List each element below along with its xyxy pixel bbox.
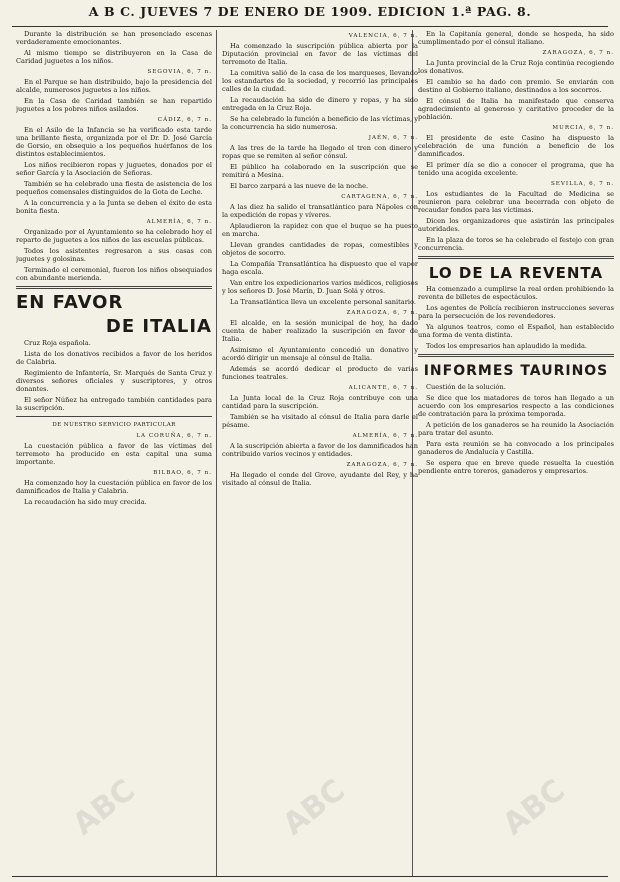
paragraph: También se ha celebrado una fiesta de asistencia de los pequeños comensales distinguidos de la Gota de Leche. bbox=[16, 180, 212, 196]
paragraph: Para esta reunión se ha convocado a los principales ganaderos de Andalucía y Castilla. bbox=[418, 440, 614, 456]
dateline: BILBAO, 6, 7 n. bbox=[153, 470, 212, 476]
paragraph: Organizado por el Ayuntamiento se ha celebrado hoy el reparto de juguetes a los niños de las escuelas públicas. bbox=[16, 228, 212, 244]
paragraph: Dicen los organizadores que asistirán las principales autoridades. bbox=[418, 217, 614, 233]
paragraph: Van entre los expedicionarios varios médicos, religiosos y los señores D. José Marín, D. Juan Solá y otros. bbox=[222, 279, 418, 295]
paragraph: En el Parque se han distribuido, bajo la presidencia del alcalde, numerosos juguetes a los niños. bbox=[16, 78, 212, 94]
paragraph: Ha llegado el conde del Grove, ayudante del Rey, y ha visitado al cónsul de Italia. bbox=[222, 471, 418, 487]
paragraph: En la Capitanía general, donde se hospeda, ha sido cumplimentado por el cónsul italiano. bbox=[418, 30, 614, 46]
dateline: CÁDIZ, 6, 7 n. bbox=[157, 117, 212, 123]
paragraph: El señor Núñez ha entregado también cantidades para la suscripción. bbox=[16, 396, 212, 412]
paragraph: Los niños recibieron ropas y juguetes, donados por el señor García y la Asociación de Señoras. bbox=[16, 161, 212, 177]
paragraph: En el Asilo de la Infancia se ha verificado esta tarde una brillante fiesta, organizada por el Dr. D. José García de Gorsio, en obsequio a los pequeños huérfanos de los distintos establecimientos. bbox=[16, 126, 212, 158]
paragraph: El primer día se dio a conocer el programa, que ha tenido una acogida excelente. bbox=[418, 161, 614, 177]
divider bbox=[16, 416, 212, 417]
headline-taurinos: INFORMES TAURINOS bbox=[423, 363, 609, 379]
paragraph: A la suscripción abierta a favor de los damnificados han contribuido varios vecinos y entidades. bbox=[222, 442, 418, 458]
headline-en-favor: EN FAVOR bbox=[16, 292, 124, 313]
header-rule bbox=[12, 26, 608, 27]
paragraph: Ha comenzado la suscripción pública abierta por la Diputación provincial en favor de las víctimas del terremoto de Italia. bbox=[222, 42, 418, 66]
paragraph: Al mismo tiempo se distribuyeron en la Casa de Caridad juguetes a los niños. bbox=[16, 49, 212, 65]
paragraph: Se ha celebrado la función a beneficio de las víctimas, y la concurrencia ha sido numerosa. bbox=[222, 115, 418, 131]
paragraph: Cuestión de la solución. bbox=[426, 383, 506, 391]
paragraph: Todos los empresarios han aplaudido la medida. bbox=[426, 342, 587, 350]
watermark-logo: ABC bbox=[276, 772, 352, 843]
dateline: ALMERÍA, 6, 7 n. bbox=[352, 433, 418, 439]
paragraph: Los estudiantes de la Facultad de Medicina se reunieron para celebrar una becerrada con objeto de recaudar fondos para las víctimas. bbox=[418, 190, 614, 214]
paragraph: La cuestación pública a favor de las víctimas del terremoto ha producido en esta capital una suma importante. bbox=[16, 442, 212, 466]
paragraph: Además se acordó dedicar el producto de varias funciones teatrales. bbox=[222, 365, 418, 381]
column-1 bbox=[16, 30, 212, 876]
paragraph: Los agentes de Policía recibieron instrucciones severas para la persecución de los revendedores. bbox=[418, 304, 614, 320]
headline-reventa: LO DE LA REVENTA bbox=[428, 264, 604, 282]
paragraph: A las diez ha salido el transatlántico para Nápoles con la expedición de ropas y víveres. bbox=[222, 203, 418, 219]
paragraph: La Transatlántica lleva un excelente personal sanitario. bbox=[230, 298, 416, 306]
dateline: LA CORUÑA, 6, 7 n. bbox=[136, 433, 212, 439]
paragraph: Todos los asistentes regresaron a sus casas con juguetes y golosinas. bbox=[16, 247, 212, 263]
paragraph: En la Casa de Caridad también se han repartido juguetes a los pobres niños asilados. bbox=[16, 97, 212, 113]
paragraph: La recaudación ha sido de dinero y ropas, y ha sido entregada en la Cruz Roja. bbox=[222, 96, 418, 112]
section-divider bbox=[16, 286, 212, 289]
watermark-logo: ABC bbox=[496, 772, 572, 843]
paragraph: Lista de los donativos recibidos a favor de los heridos de Calabria. bbox=[16, 350, 212, 366]
paragraph: El presidente de este Casino ha dispuesto la celebración de una función a beneficio de los damnificados. bbox=[418, 134, 614, 158]
paragraph: A petición de los ganaderos se ha reunido la Asociación para tratar del asunto. bbox=[418, 421, 614, 437]
headline-de-italia: DE ITALIA bbox=[105, 316, 212, 337]
paragraph: Asimismo el Ayuntamiento concedió un donativo y acordó dirigir un mensaje al cónsul de Italia. bbox=[222, 346, 418, 362]
paragraph: La Compañía Transatlántica ha dispuesto que el vapor haga escala. bbox=[222, 260, 418, 276]
paragraph: La Junta provincial de la Cruz Roja continúa recogiendo los donativos. bbox=[418, 59, 614, 75]
dateline: MURCIA, 6, 7 n. bbox=[552, 125, 614, 131]
paragraph: Se espera que en breve quede resuelta la cuestión pendiente entre toreros, ganaderos y empresarios. bbox=[418, 459, 614, 475]
paragraph: El barco zarpará a las nueve de la noche. bbox=[230, 182, 369, 190]
section-divider bbox=[418, 354, 614, 357]
page-header: A B C. JUEVES 7 DE ENERO DE 1909. EDICION 1.ª PAG. 8. bbox=[88, 4, 532, 19]
paragraph: Regimiento de Infantería, Sr. Marqués de Santa Cruz y diversos señores oficiales y suscriptores, y otros donantes. bbox=[16, 369, 212, 393]
watermark-logo: ABC bbox=[66, 772, 142, 843]
dateline: ZARAGOZA, 6, 7 n. bbox=[346, 462, 418, 468]
paragraph: Cruz Roja española. bbox=[24, 339, 91, 347]
paragraph: Terminado el ceremonial, fueron los niños obsequiados con abundante merienda. bbox=[16, 266, 212, 282]
dateline: SEGOVIA, 6, 7 n. bbox=[147, 69, 212, 75]
paragraph: Ya algunos teatros, como el Español, han establecido una forma de venta distinta. bbox=[418, 323, 614, 339]
dateline: SEVILLA, 6, 7 n. bbox=[550, 181, 614, 187]
paragraph: La recaudación ha sido muy crecida. bbox=[24, 498, 147, 506]
dateline: ALICANTE, 6, 7 n. bbox=[348, 385, 418, 391]
paragraph: Ha comenzado hoy la cuestación pública en favor de los damnificados de Italia y Calabria. bbox=[16, 479, 212, 495]
dateline: CARTAGENA, 6, 7 n. bbox=[341, 194, 418, 200]
paragraph: El cónsul de Italia ha manifestado que conserva agradecimiento al generoso y caritativo proceder de la población. bbox=[418, 97, 614, 121]
paragraph: La comitiva salió de la casa de los marqueses, llevando los estandartes de la sociedad, y recorrió las principales calles de la ciudad. bbox=[222, 69, 418, 93]
section-divider bbox=[418, 256, 614, 259]
paragraph: A las tres de la tarde ha llegado el tren con dinero y ropas que se remiten al señor cónsul. bbox=[222, 144, 418, 160]
paragraph: Durante la distribución se han presenciado escenas verdaderamente emocionantes. bbox=[16, 30, 212, 46]
footer-rule bbox=[12, 876, 608, 877]
column-divider-1 bbox=[216, 30, 217, 876]
column-3 bbox=[418, 30, 614, 876]
dateline: ZARAGOZA, 6, 7 n. bbox=[542, 50, 614, 56]
dateline: JAÉN, 6, 7 n. bbox=[368, 135, 418, 141]
column-2 bbox=[222, 30, 418, 876]
paragraph: El alcalde, en la sesión municipal de hoy, ha dado cuenta de haber realizado la suscripción en favor de Italia. bbox=[222, 319, 418, 343]
paragraph: Aplaudieron la rapidez con que el buque se ha puesto en marcha. bbox=[222, 222, 418, 238]
paragraph: Llevan grandes cantidades de ropas, comestibles y objetos de socorro. bbox=[222, 241, 418, 257]
service-note: DE NUESTRO SERVICIO PARTICULAR bbox=[52, 422, 176, 428]
dateline: VALENCIA, 6, 7 n. bbox=[348, 33, 418, 39]
paragraph: A la concurrencia y a la Junta se deben el éxito de esta bonita fiesta. bbox=[16, 199, 212, 215]
paragraph: Se dice que los matadores de toros han llegado a un acuerdo con los empresarios respecto a las condiciones de contratación para la próxima temporada. bbox=[418, 394, 614, 418]
dateline: ALMERÍA, 6, 7 n. bbox=[146, 219, 212, 225]
paragraph: El cambio se ha dado con premio. Se enviarán con destino al Gobierno italiano, destinados a los socorros. bbox=[418, 78, 614, 94]
paragraph: La Junta local de la Cruz Roja contribuye con una cantidad para la suscripción. bbox=[222, 394, 418, 410]
paragraph: El público ha colaborado en la suscripción que se remitirá a Mesina. bbox=[222, 163, 418, 179]
paragraph: También se ha visitado al cónsul de Italia para darle el pésame. bbox=[222, 413, 418, 429]
paragraph: Ha comenzado a cumplirse la real orden prohibiendo la reventa de billetes de espectáculos. bbox=[418, 285, 614, 301]
paragraph: En la plaza de toros se ha celebrado el festejo con gran concurrencia. bbox=[418, 236, 614, 252]
dateline: ZARAGOZA, 6, 7 n. bbox=[346, 310, 418, 316]
